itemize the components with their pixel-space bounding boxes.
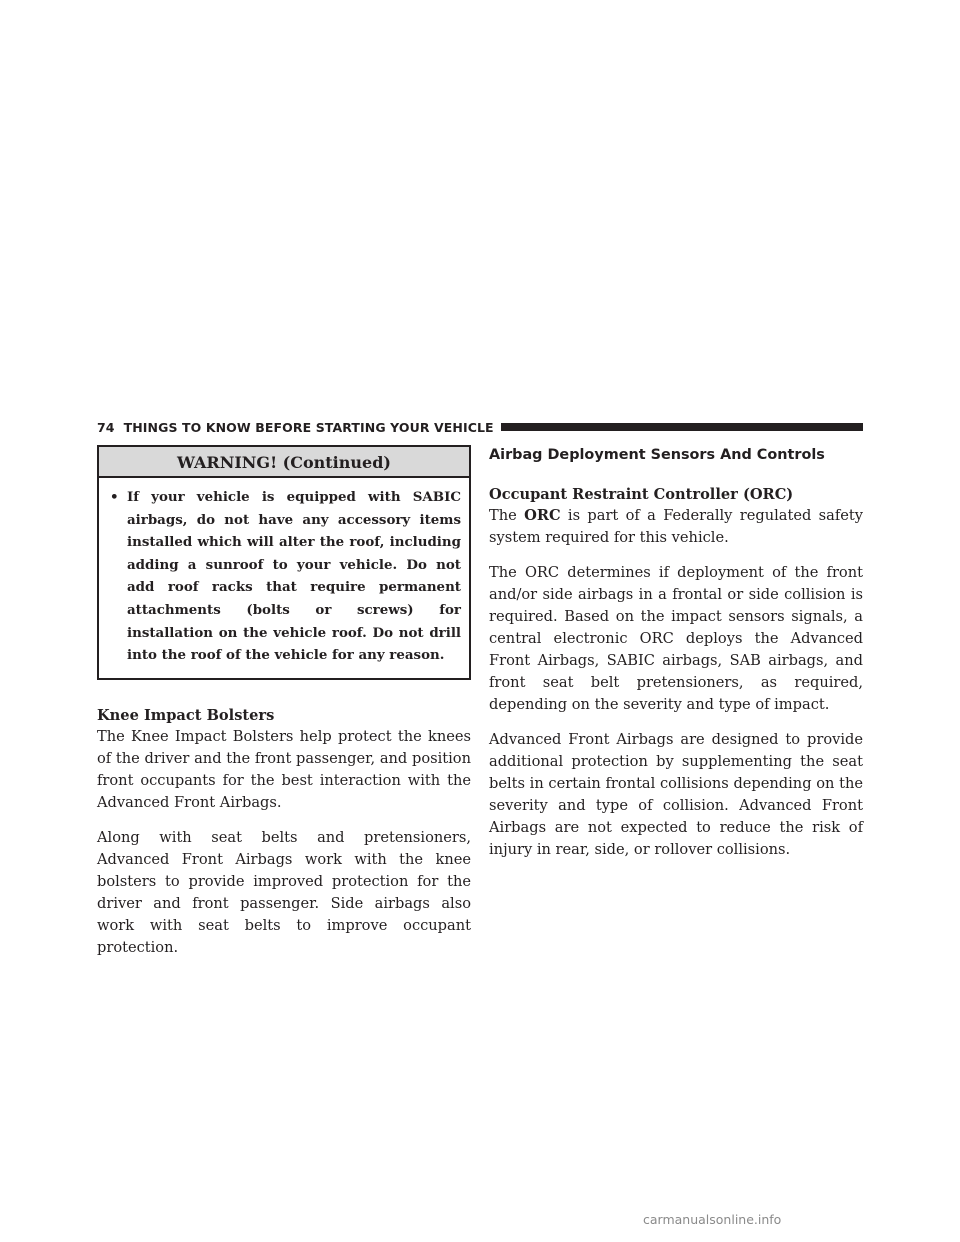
header-rule (501, 423, 863, 431)
orc-intro-prefix: The (489, 507, 525, 524)
bullet-icon: • (110, 489, 119, 505)
orc-subheading: Occupant Restraint Controller (ORC) (489, 486, 794, 503)
page-header (97, 417, 863, 437)
advanced-airbags-paragraph: Advanced Front Airbags are designed to provide additional protection by supplementing the seat belts in certain frontal collisions depending on the severity and type of collision. Advanced Front Airbags are not expected to reduce the risk of injury in rear, side, or rollover collisions. (489, 731, 863, 858)
warning-bullet-item (107, 486, 461, 667)
page-number: 74 (97, 419, 115, 435)
knee-bolsters-paragraph: The Knee Impact Bolsters help protect the knees of the driver and the front passenger, and position front occupants for the best interaction with the Advanced Front Airbags. (97, 727, 471, 811)
warning-list (99, 478, 469, 678)
seat-belts-paragraph: Along with seat belts and pretensioners, Advanced Front Airbags work with the knee bolsters to provide improved protection for the driver and front passenger. Side airbags also work with seat belts to improve occupant protection. (97, 828, 471, 956)
section-title: THINGS TO KNOW BEFORE STARTING YOUR VEHICLE (123, 419, 494, 435)
warning-title: WARNING! (Continued) (99, 447, 469, 478)
airbag-sensors-heading: Airbag Deployment Sensors And Controls (489, 447, 825, 463)
orc-bold-term: ORC (524, 507, 561, 524)
right-column (489, 445, 863, 861)
warning-bullet-text: If your vehicle is equipped with SABIC airbags, do not have any accessory items installed which will alter the roof, including adding a sunroof to your vehicle. Do not add roof racks that require permanent attachments (bolts or screws) for installation on the vehicle roof. Do not drill into the roof of the vehicle for any reason. (127, 489, 461, 664)
orc-intro-paragraph (489, 505, 863, 549)
watermark: carmanualsonline.info (643, 1212, 782, 1227)
warning-box (97, 445, 471, 680)
orc-intro-rest: is part of a Federally regulated safety system required for this vehicle. (489, 507, 863, 546)
orc-deployment-paragraph: The ORC determines if deployment of the front and/or side airbags in a frontal or side collision is required. Based on the impact sensors signals, a central electronic ORC deploys the Advanced Front Airbags, SABIC airbags, SAB airbags, and front seat belt pretensioners, as required, depending on the severity and type of impact. (489, 564, 863, 713)
knee-bolsters-heading: Knee Impact Bolsters (97, 706, 275, 724)
left-column (97, 445, 471, 959)
